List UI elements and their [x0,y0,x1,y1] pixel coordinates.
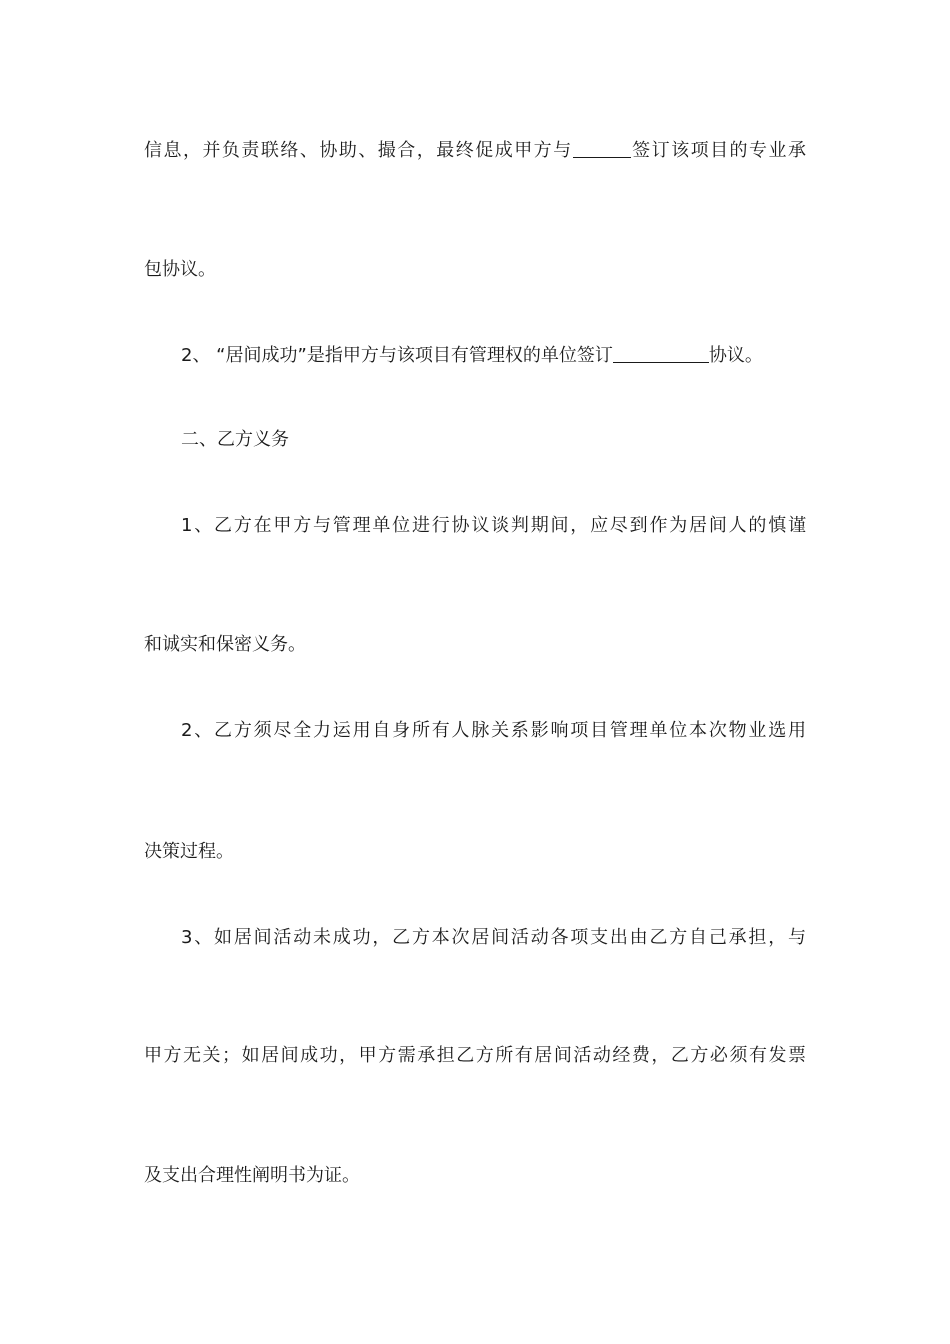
obligation-2-line-1: 2、乙方须尽全力运用自身所有人脉关系影响项目管理单位本次物业选用 [181,720,806,741]
obligation-1-line-2: 和诚实和保密义务。 [144,634,306,655]
text: 签订该项目的专业承 [630,140,807,161]
obligation-1-line-1: 1、乙方在甲方与管理单位进行协议谈判期间，应尽到作为居间人的慎谨 [181,515,806,536]
obligation-3-line-2: 甲方无关；如居间成功，甲方需承担乙方所有居间活动经费，乙方必须有发票 [144,1045,806,1066]
obligation-2-line-2: 决策过程。 [144,841,234,862]
paragraph-1-line-1 [144,139,806,163]
section-heading: 二、乙方义务 [181,429,289,450]
text: 信息，并负责联络、协助、撮合，最终促成甲方与 [144,140,573,161]
blank-underline [613,344,709,363]
paragraph-2 [181,344,806,368]
obligation-3-line-3: 及支出合理性阐明书为证。 [144,1165,360,1186]
obligation-3-line-1: 3、如居间活动未成功，乙方本次居间活动各项支出由乙方自己承担，与 [181,927,806,948]
text: 2、 “居间成功”是指甲方与该项目有管理权的单位签订 [181,345,613,366]
blank-underline [573,139,631,158]
text: 协议。 [708,345,763,366]
paragraph-1-line-2: 包协议。 [144,259,216,280]
